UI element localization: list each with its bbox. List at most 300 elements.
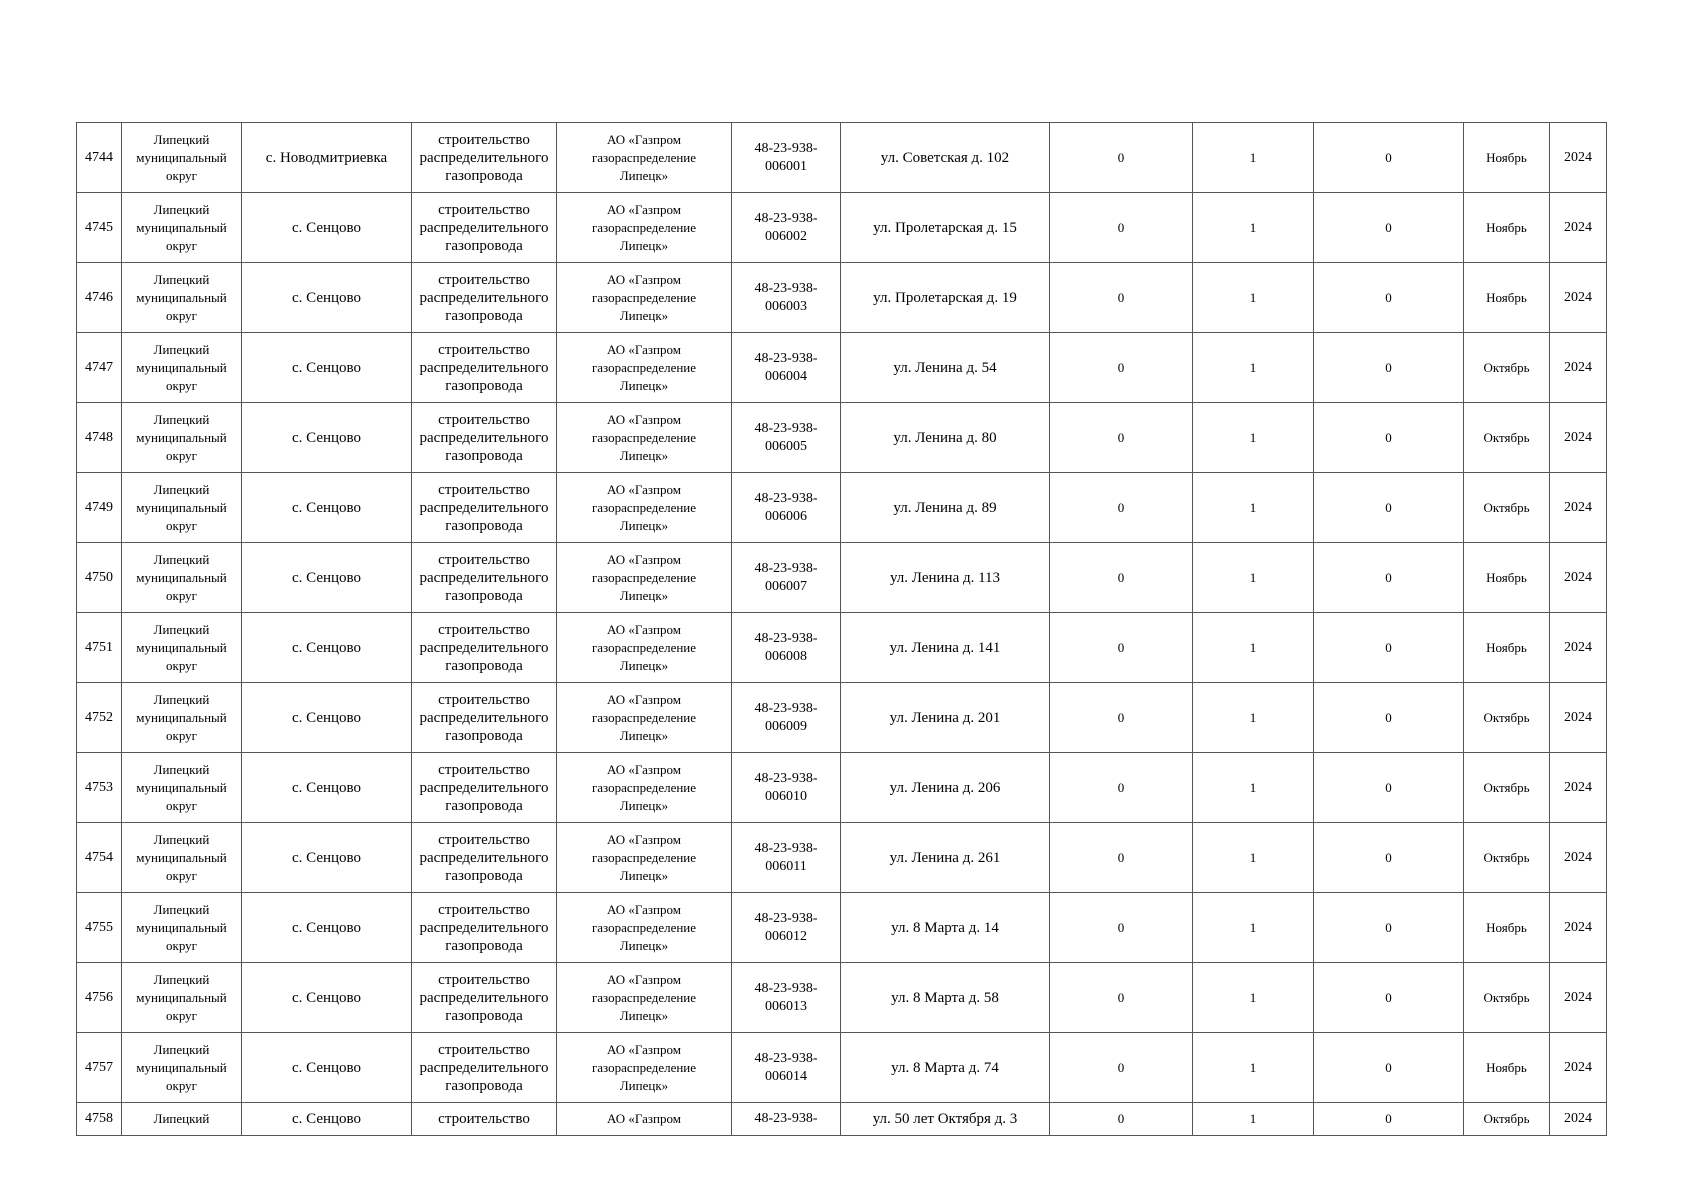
work-type-line: строительство	[438, 901, 530, 918]
address-cell: ул. 8 Марта д. 58	[841, 963, 1050, 1033]
organization-line: АО «Газпром	[607, 551, 681, 567]
object-code-line: 006001	[765, 158, 807, 174]
address-cell: ул. Пролетарская д. 19	[841, 263, 1050, 333]
municipality-line: Липецкий	[153, 1111, 210, 1126]
month-cell: Октябрь	[1464, 333, 1550, 403]
locality-cell: с. Сенцово	[242, 473, 412, 543]
object-code-cell	[732, 613, 841, 683]
organization-line: АО «Газпром	[607, 761, 681, 777]
object-code-line: 48-23-938-	[754, 490, 818, 506]
organization-line: Липецк»	[619, 657, 669, 673]
value-2-cell: 1	[1193, 473, 1314, 543]
value-3-cell: 0	[1314, 893, 1464, 963]
object-code-line: 48-23-938-	[754, 770, 818, 786]
object-code-cell	[732, 333, 841, 403]
value-1-cell: 0	[1050, 1103, 1193, 1136]
year-cell: 2024	[1550, 893, 1607, 963]
object-code-line: 006006	[765, 508, 807, 524]
municipality-line: Липецкий	[153, 341, 210, 357]
locality-cell: с. Сенцово	[242, 683, 412, 753]
table-row	[77, 963, 1607, 1033]
object-code-cell	[732, 263, 841, 333]
work-type-line: газопровода	[445, 657, 523, 674]
municipality-line: муниципальный	[136, 359, 227, 375]
organization-cell	[557, 473, 732, 543]
municipality-line: Липецкий	[153, 691, 210, 707]
organization-cell	[557, 823, 732, 893]
locality-cell: с. Сенцово	[242, 1033, 412, 1103]
address-cell: ул. Пролетарская д. 15	[841, 193, 1050, 263]
organization-cell	[557, 333, 732, 403]
organization-line: АО «Газпром	[607, 341, 681, 357]
month-cell: Ноябрь	[1464, 263, 1550, 333]
municipality-line: муниципальный	[136, 989, 227, 1005]
work-type-line: газопровода	[445, 447, 523, 464]
work-type-line: газопровода	[445, 797, 523, 814]
year-cell: 2024	[1550, 963, 1607, 1033]
row-number-cell: 4757	[77, 1033, 122, 1103]
organization-line: Липецк»	[619, 587, 669, 603]
work-type-line: распределительного	[419, 569, 549, 586]
year-cell: 2024	[1550, 403, 1607, 473]
gas-connection-table	[76, 122, 1607, 1136]
municipality-line: округ	[166, 1077, 197, 1093]
municipality-line: округ	[166, 517, 197, 533]
value-3-cell: 0	[1314, 333, 1464, 403]
organization-line: Липецк»	[619, 167, 669, 183]
row-number-cell: 4745	[77, 193, 122, 263]
table-row	[77, 193, 1607, 263]
organization-line: АО «Газпром	[607, 1041, 681, 1057]
object-code-line: 006010	[765, 788, 807, 804]
work-type-line: строительство	[438, 131, 530, 148]
value-2-cell: 1	[1193, 613, 1314, 683]
organization-line: Липецк»	[619, 377, 669, 393]
municipality-line: округ	[166, 1007, 197, 1023]
locality-cell: с. Сенцово	[242, 613, 412, 683]
value-2-cell: 1	[1193, 683, 1314, 753]
organization-line: газораспределение	[591, 709, 697, 725]
object-code-line: 48-23-938-	[754, 910, 818, 926]
table-row	[77, 403, 1607, 473]
address-cell: ул. Ленина д. 113	[841, 543, 1050, 613]
object-code-cell	[732, 683, 841, 753]
municipality-cell	[122, 613, 242, 683]
row-number-cell: 4755	[77, 893, 122, 963]
row-number-cell: 4747	[77, 333, 122, 403]
value-1-cell: 0	[1050, 123, 1193, 193]
municipality-cell	[122, 403, 242, 473]
work-type-line: распределительного	[419, 989, 549, 1006]
municipality-line: округ	[166, 587, 197, 603]
municipality-line: округ	[166, 307, 197, 323]
work-type-line: строительство	[438, 761, 530, 778]
organization-line: АО «Газпром	[607, 621, 681, 637]
object-code-line: 006009	[765, 718, 807, 734]
month-cell: Ноябрь	[1464, 613, 1550, 683]
work-type-line: распределительного	[419, 849, 549, 866]
work-type-line: строительство	[438, 1041, 530, 1058]
month-cell: Ноябрь	[1464, 543, 1550, 613]
object-code-line: 48-23-938-	[754, 700, 818, 716]
value-1-cell: 0	[1050, 963, 1193, 1033]
year-cell: 2024	[1550, 753, 1607, 823]
organization-cell	[557, 1103, 732, 1136]
month-cell: Ноябрь	[1464, 193, 1550, 263]
object-code-cell	[732, 963, 841, 1033]
work-type-cell	[412, 333, 557, 403]
address-cell: ул. Советская д. 102	[841, 123, 1050, 193]
work-type-cell	[412, 613, 557, 683]
value-2-cell: 1	[1193, 123, 1314, 193]
work-type-line: газопровода	[445, 167, 523, 184]
work-type-line: распределительного	[419, 1059, 549, 1076]
municipality-line: муниципальный	[136, 219, 227, 235]
municipality-cell	[122, 823, 242, 893]
organization-line: АО «Газпром	[607, 691, 681, 707]
work-type-line: газопровода	[445, 727, 523, 744]
object-code-line: 006014	[765, 1068, 807, 1084]
object-code-line: 48-23-938-	[754, 560, 818, 576]
object-code-line: 006004	[765, 368, 807, 384]
object-code-line: 48-23-938-	[754, 630, 818, 646]
table-row	[77, 753, 1607, 823]
value-3-cell: 0	[1314, 613, 1464, 683]
value-1-cell: 0	[1050, 333, 1193, 403]
value-1-cell: 0	[1050, 473, 1193, 543]
value-2-cell: 1	[1193, 1103, 1314, 1136]
row-number-cell: 4756	[77, 963, 122, 1033]
municipality-line: Липецкий	[153, 481, 210, 497]
object-code-line: 006007	[765, 578, 807, 594]
object-code-line: 006003	[765, 298, 807, 314]
municipality-cell	[122, 193, 242, 263]
work-type-cell	[412, 963, 557, 1033]
work-type-line: газопровода	[445, 1077, 523, 1094]
work-type-line: строительство	[438, 201, 530, 218]
organization-cell	[557, 893, 732, 963]
value-3-cell: 0	[1314, 263, 1464, 333]
value-1-cell: 0	[1050, 613, 1193, 683]
month-cell: Октябрь	[1464, 823, 1550, 893]
organization-line: АО «Газпром	[607, 131, 681, 147]
year-cell: 2024	[1550, 1103, 1607, 1136]
object-code-line: 006011	[765, 858, 807, 874]
work-type-line: строительство	[438, 971, 530, 988]
organization-line: АО «Газпром	[607, 481, 681, 497]
value-3-cell: 0	[1314, 753, 1464, 823]
object-code-line: 006008	[765, 648, 807, 664]
locality-cell: с. Сенцово	[242, 1103, 412, 1136]
year-cell: 2024	[1550, 473, 1607, 543]
municipality-line: округ	[166, 377, 197, 393]
year-cell: 2024	[1550, 193, 1607, 263]
municipality-line: Липецкий	[153, 901, 210, 917]
work-type-line: газопровода	[445, 517, 523, 534]
object-code-line: 48-23-938-	[754, 350, 818, 366]
organization-line: газораспределение	[591, 219, 697, 235]
municipality-line: округ	[166, 797, 197, 813]
year-cell: 2024	[1550, 1033, 1607, 1103]
year-cell: 2024	[1550, 263, 1607, 333]
table-row	[77, 333, 1607, 403]
row-number-cell: 4753	[77, 753, 122, 823]
municipality-line: муниципальный	[136, 709, 227, 725]
work-type-line: газопровода	[445, 377, 523, 394]
organization-line: газораспределение	[591, 919, 697, 935]
table-row	[77, 893, 1607, 963]
table-row	[77, 263, 1607, 333]
locality-cell: с. Сенцово	[242, 193, 412, 263]
value-2-cell: 1	[1193, 823, 1314, 893]
row-number-cell: 4758	[77, 1103, 122, 1136]
value-3-cell: 0	[1314, 963, 1464, 1033]
work-type-line: газопровода	[445, 307, 523, 324]
work-type-cell	[412, 403, 557, 473]
municipality-line: Липецкий	[153, 131, 210, 147]
value-3-cell: 0	[1314, 683, 1464, 753]
municipality-line: округ	[166, 447, 197, 463]
municipality-line: Липецкий	[153, 761, 210, 777]
object-code-line: 48-23-938-	[754, 210, 818, 226]
month-cell: Ноябрь	[1464, 893, 1550, 963]
work-type-cell	[412, 123, 557, 193]
year-cell: 2024	[1550, 123, 1607, 193]
object-code-line: 006005	[765, 438, 807, 454]
municipality-line: муниципальный	[136, 849, 227, 865]
value-3-cell: 0	[1314, 403, 1464, 473]
municipality-cell	[122, 753, 242, 823]
object-code-cell	[732, 753, 841, 823]
municipality-cell	[122, 123, 242, 193]
value-2-cell: 1	[1193, 893, 1314, 963]
object-code-cell	[732, 893, 841, 963]
organization-line: Липецк»	[619, 517, 669, 533]
work-type-line: распределительного	[419, 779, 549, 796]
table-row	[77, 473, 1607, 543]
municipality-line: муниципальный	[136, 429, 227, 445]
municipality-line: муниципальный	[136, 639, 227, 655]
organization-line: АО «Газпром	[607, 831, 681, 847]
work-type-line: строительство	[438, 691, 530, 708]
object-code-line: 48-23-938-	[754, 980, 818, 996]
municipality-line: муниципальный	[136, 149, 227, 165]
table-row	[77, 123, 1607, 193]
municipality-line: муниципальный	[136, 779, 227, 795]
municipality-line: муниципальный	[136, 569, 227, 585]
locality-cell: с. Сенцово	[242, 543, 412, 613]
address-cell: ул. Ленина д. 80	[841, 403, 1050, 473]
organization-line: газораспределение	[591, 499, 697, 515]
work-type-line: строительство	[438, 341, 530, 358]
organization-cell	[557, 963, 732, 1033]
municipality-line: округ	[166, 167, 197, 183]
value-3-cell: 0	[1314, 543, 1464, 613]
row-number-cell: 4752	[77, 683, 122, 753]
organization-line: Липецк»	[619, 867, 669, 883]
work-type-line: распределительного	[419, 499, 549, 516]
value-2-cell: 1	[1193, 963, 1314, 1033]
value-3-cell: 0	[1314, 193, 1464, 263]
locality-cell: с. Сенцово	[242, 963, 412, 1033]
row-number-cell: 4748	[77, 403, 122, 473]
organization-line: Липецк»	[619, 727, 669, 743]
work-type-cell	[412, 893, 557, 963]
object-code-line: 48-23-938-	[754, 1111, 818, 1126]
row-number-cell: 4746	[77, 263, 122, 333]
organization-line: газораспределение	[591, 289, 697, 305]
organization-line: газораспределение	[591, 149, 697, 165]
organization-line: Липецк»	[619, 447, 669, 463]
value-3-cell: 0	[1314, 1033, 1464, 1103]
table-row	[77, 1103, 1607, 1136]
locality-cell: с. Сенцово	[242, 823, 412, 893]
organization-cell	[557, 753, 732, 823]
object-code-cell	[732, 1103, 841, 1136]
work-type-line: распределительного	[419, 919, 549, 936]
value-2-cell: 1	[1193, 333, 1314, 403]
municipality-line: Липецкий	[153, 831, 210, 847]
municipality-cell	[122, 1103, 242, 1136]
municipality-line: Липецкий	[153, 411, 210, 427]
work-type-cell	[412, 263, 557, 333]
address-cell: ул. Ленина д. 89	[841, 473, 1050, 543]
municipality-line: округ	[166, 657, 197, 673]
organization-line: АО «Газпром	[607, 271, 681, 287]
object-code-cell	[732, 403, 841, 473]
object-code-line: 48-23-938-	[754, 840, 818, 856]
organization-cell	[557, 683, 732, 753]
municipality-line: округ	[166, 867, 197, 883]
organization-cell	[557, 613, 732, 683]
table-row	[77, 683, 1607, 753]
month-cell: Октябрь	[1464, 683, 1550, 753]
organization-line: газораспределение	[591, 569, 697, 585]
work-type-line: распределительного	[419, 219, 549, 236]
organization-line: Липецк»	[619, 937, 669, 953]
work-type-line: распределительного	[419, 289, 549, 306]
value-1-cell: 0	[1050, 1033, 1193, 1103]
organization-cell	[557, 403, 732, 473]
work-type-line: газопровода	[445, 237, 523, 254]
object-code-cell	[732, 543, 841, 613]
organization-line: газораспределение	[591, 989, 697, 1005]
municipality-line: Липецкий	[153, 551, 210, 567]
work-type-line: распределительного	[419, 639, 549, 656]
address-cell: ул. 8 Марта д. 14	[841, 893, 1050, 963]
work-type-cell	[412, 1033, 557, 1103]
organization-line: АО «Газпром	[607, 971, 681, 987]
value-3-cell: 0	[1314, 1103, 1464, 1136]
organization-cell	[557, 123, 732, 193]
work-type-cell	[412, 543, 557, 613]
work-type-line: распределительного	[419, 709, 549, 726]
work-type-line: распределительного	[419, 149, 549, 166]
locality-cell: с. Сенцово	[242, 753, 412, 823]
month-cell: Октябрь	[1464, 1103, 1550, 1136]
object-code-line: 48-23-938-	[754, 140, 818, 156]
work-type-line: распределительного	[419, 359, 549, 376]
month-cell: Октябрь	[1464, 963, 1550, 1033]
organization-line: АО «Газпром	[607, 901, 681, 917]
table-row	[77, 543, 1607, 613]
municipality-line: Липецкий	[153, 1041, 210, 1057]
municipality-line: муниципальный	[136, 499, 227, 515]
value-1-cell: 0	[1050, 263, 1193, 333]
work-type-cell	[412, 1103, 557, 1136]
organization-line: газораспределение	[591, 639, 697, 655]
organization-line: газораспределение	[591, 849, 697, 865]
address-cell: ул. 8 Марта д. 74	[841, 1033, 1050, 1103]
address-cell: ул. Ленина д. 201	[841, 683, 1050, 753]
municipality-cell	[122, 893, 242, 963]
object-code-cell	[732, 823, 841, 893]
month-cell: Октябрь	[1464, 473, 1550, 543]
value-1-cell: 0	[1050, 543, 1193, 613]
value-2-cell: 1	[1193, 193, 1314, 263]
locality-cell: с. Сенцово	[242, 263, 412, 333]
locality-cell: с. Сенцово	[242, 893, 412, 963]
organization-line: газораспределение	[591, 429, 697, 445]
object-code-cell	[732, 1033, 841, 1103]
value-1-cell: 0	[1050, 753, 1193, 823]
address-cell: ул. Ленина д. 141	[841, 613, 1050, 683]
address-cell: ул. Ленина д. 261	[841, 823, 1050, 893]
year-cell: 2024	[1550, 333, 1607, 403]
organization-line: газораспределение	[591, 359, 697, 375]
row-number-cell: 4749	[77, 473, 122, 543]
municipality-line: округ	[166, 727, 197, 743]
value-1-cell: 0	[1050, 823, 1193, 893]
organization-line: Липецк»	[619, 237, 669, 253]
organization-line: АО «Газпром	[607, 1111, 681, 1126]
municipality-line: округ	[166, 937, 197, 953]
value-1-cell: 0	[1050, 403, 1193, 473]
work-type-line: газопровода	[445, 1007, 523, 1024]
municipality-cell	[122, 473, 242, 543]
table-row	[77, 1033, 1607, 1103]
municipality-cell	[122, 333, 242, 403]
work-type-line: строительство	[438, 481, 530, 498]
work-type-line: строительство	[438, 831, 530, 848]
work-type-line: строительство	[438, 551, 530, 568]
organization-line: Липецк»	[619, 1077, 669, 1093]
value-2-cell: 1	[1193, 263, 1314, 333]
organization-line: газораспределение	[591, 779, 697, 795]
object-code-cell	[732, 123, 841, 193]
work-type-cell	[412, 683, 557, 753]
locality-cell: с. Сенцово	[242, 333, 412, 403]
work-type-line: строительство	[438, 411, 530, 428]
object-code-cell	[732, 193, 841, 263]
month-cell: Ноябрь	[1464, 1033, 1550, 1103]
municipality-line: Липецкий	[153, 971, 210, 987]
municipality-cell	[122, 963, 242, 1033]
address-cell: ул. Ленина д. 54	[841, 333, 1050, 403]
organization-cell	[557, 263, 732, 333]
row-number-cell: 4754	[77, 823, 122, 893]
work-type-line: газопровода	[445, 867, 523, 884]
row-number-cell: 4744	[77, 123, 122, 193]
municipality-line: Липецкий	[153, 271, 210, 287]
municipality-cell	[122, 543, 242, 613]
value-1-cell: 0	[1050, 193, 1193, 263]
organization-line: АО «Газпром	[607, 201, 681, 217]
value-2-cell: 1	[1193, 403, 1314, 473]
municipality-line: муниципальный	[136, 289, 227, 305]
year-cell: 2024	[1550, 543, 1607, 613]
object-code-line: 48-23-938-	[754, 420, 818, 436]
